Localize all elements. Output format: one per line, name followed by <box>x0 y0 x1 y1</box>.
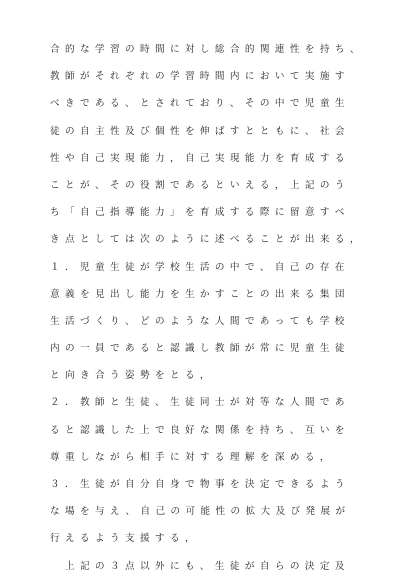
text-line: ３．生徒が自分自身で物事を決定できるよう <box>50 479 350 490</box>
text-line: き点としては次のように述べることが出来る， <box>50 234 365 246</box>
text-line: ことが、その役割であるといえる，上記のう <box>50 179 350 191</box>
text-line: １．児童生徒が学校生活の中で、自己の存在 <box>50 261 350 273</box>
text-line: 性や自己実現能力，自己実現能力を育成する <box>50 152 350 164</box>
text-line: 徒の自主性及び個性を伸ばすとともに、社会 <box>50 125 350 137</box>
text-line: な場を与え、自己の可能性の拡大及び発展が <box>50 506 351 518</box>
text-line: 意義を見出し能力を生かすことの出来る集団 <box>50 288 350 300</box>
text-line: 上記の３点以外にも、生徒が自らの決定及 <box>50 560 350 572</box>
text-line: ２．教師と生徒、生徒同士が対等な人間であ <box>50 397 350 409</box>
text-line: 行えるよう支援する， <box>50 533 200 545</box>
body-text <box>50 36 376 580</box>
text-line: ると認識した上で良好な関係を持ち、互いを <box>50 424 350 436</box>
text-line: ち「自己指導能力」を育成する際に留意すべ <box>50 207 350 219</box>
text-line: と向き合う姿勢をとる， <box>50 370 215 382</box>
text-line: 教師がそれぞれの学習時間内において実施す <box>50 71 350 83</box>
text-line: 内の一員であると認識し教師が常に児童生徒 <box>50 343 350 355</box>
text-line: 尊重しながら相手に対する理解を深める， <box>50 451 335 463</box>
text-line: 合的な学習の時間に対し総合的関連性を持ち、 <box>50 44 365 55</box>
text-line: 生活づくり、どのような人間であっても学校 <box>50 315 350 327</box>
text-line: べきである、とされており、その中で児童生 <box>50 98 350 110</box>
